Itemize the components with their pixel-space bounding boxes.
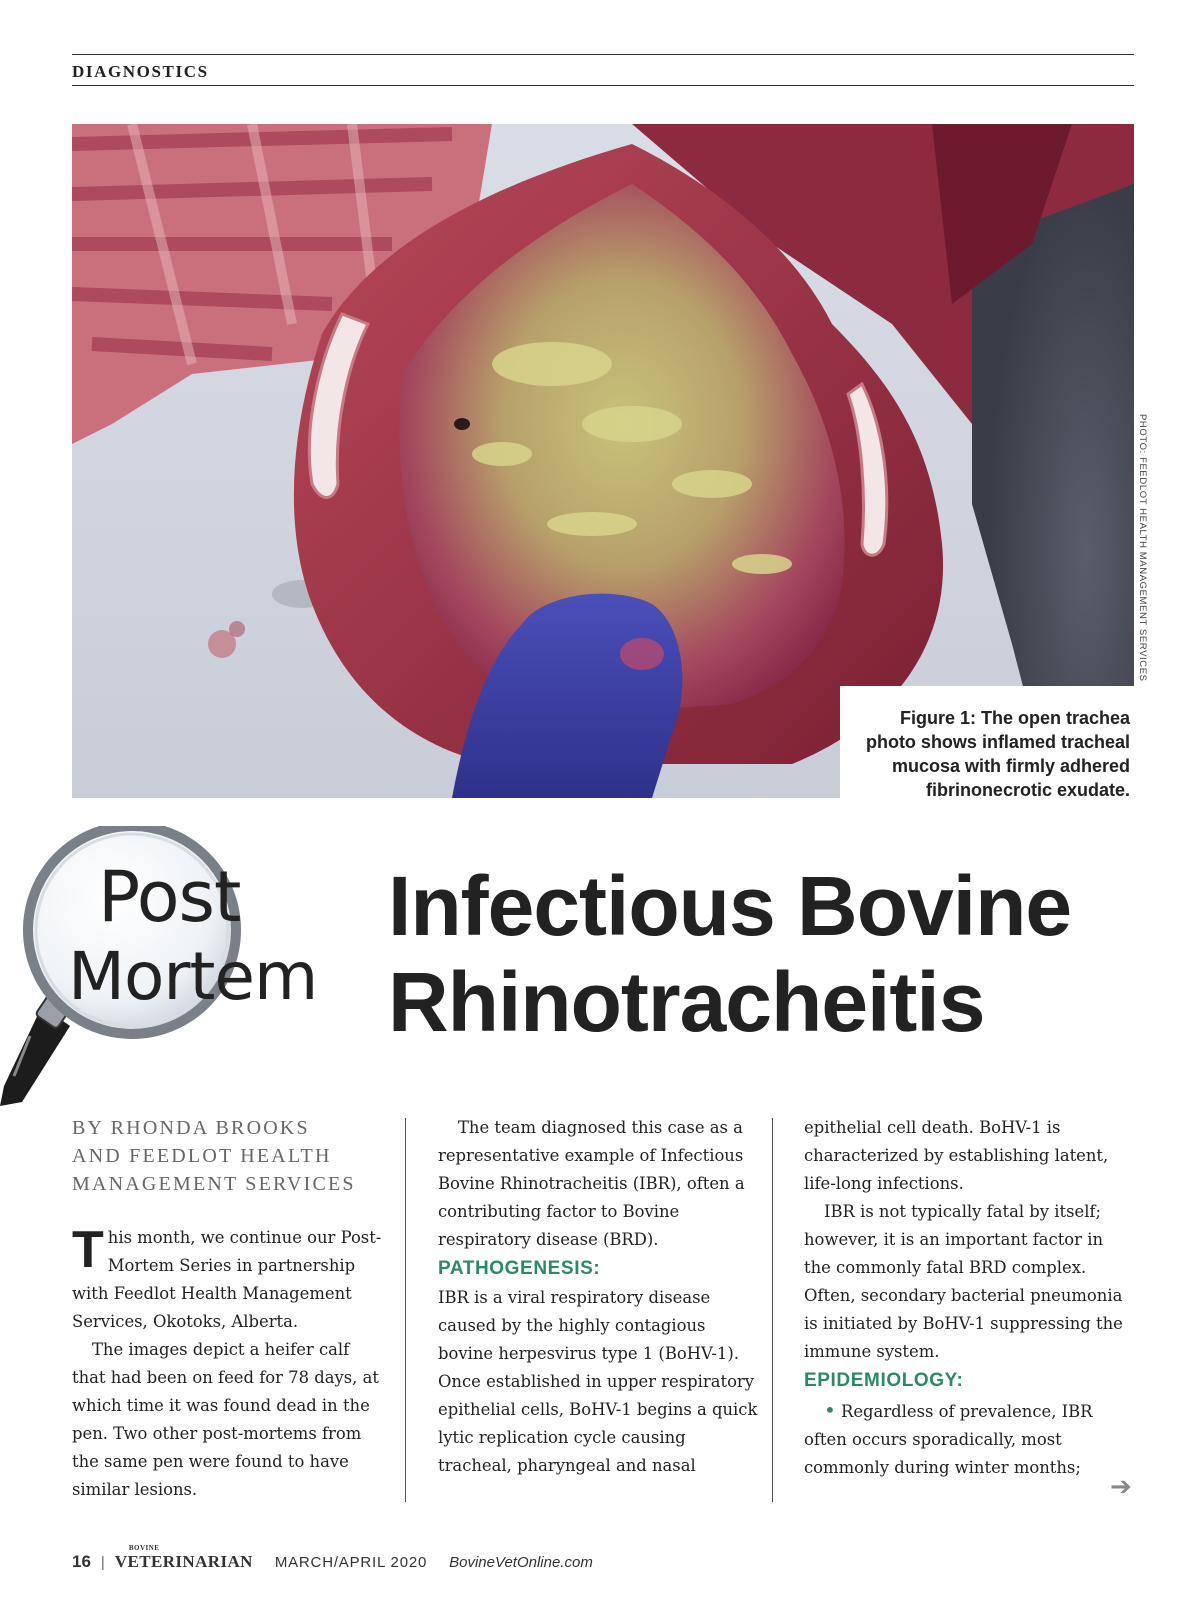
byline [72,1114,402,1198]
column-1-paragraph-2: The images depict a heifer calf that had been on feed for 78 days, at which time it was found dead in the pen. Two other post-mortems from the same pen were found to have similar lesions. [72,1340,379,1499]
page-footer [72,1544,593,1572]
publication-brand [114,1544,253,1571]
column-2-paragraph-1: The team diagnosed this case as a representative example of Infectious Bovine Rhinotracheitis (IBR), often a contributing factor to Bovine respiratory disease (BRD). [438,1118,745,1249]
article-column-2 [438,1114,764,1480]
figure-caption: Figure 1: The open trachea photo shows inflamed tracheal mucosa with firmly adhered fibrinonecrotic exudate. [865,708,1130,800]
byline-line-1: BY RHONDA BROOKS [72,1117,310,1139]
page-number: 16 [72,1552,91,1571]
section-label: DIAGNOSTICS [72,62,209,81]
continue-arrow-icon: ➔ [1110,1472,1132,1502]
column-3-paragraph-1: epithelial cell death. BoHV-1 is characterized by establishing latent, life-long infections. [804,1118,1109,1193]
article-column-1 [72,1221,386,1504]
headline-line-1: Infectious Bovine [388,859,1072,953]
column-2-paragraph-2: IBR is a viral respiratory disease caused by the highly contagious bovine herpesvirus type 1 (BoHV-1). Once established in upper respiratory epithelial cells, BoHV-1 begins a quick lytic replication cycle causing tracheal, pharyngeal and nasal [438,1288,758,1475]
brand-name: VETERINARIAN [114,1552,253,1571]
subhead-pathogenesis: PATHOGENESIS: [438,1258,601,1279]
website-link[interactable]: BovineVetOnline.com [449,1554,593,1571]
column-3-paragraph-2: IBR is not typically fatal by itself; however, it is an important factor in the commonly fatal BRD complex. Often, secondary bacterial pneumonia is initiated by BoHV-1 suppressing the immune system. [804,1202,1123,1361]
issue-date: MARCH/APRIL 2020 [274,1554,428,1571]
brand-small: BOVINE [128,1544,160,1552]
subhead-epidemiology: EPIDEMIOLOGY: [804,1370,964,1391]
column-1-paragraph-1 [72,1221,386,1336]
column-3-bullet-text: Regardless of prevalence, IBR often occurs sporadically, most commonly during winter months; [804,1402,1093,1477]
figure-caption-box [840,686,1134,798]
header-top-rule [72,54,1134,55]
footer-separator: | [100,1554,105,1571]
header-bottom-rule [72,85,1134,86]
column-divider-1 [405,1118,406,1502]
column-3-bullet [804,1396,1134,1482]
column-divider-2 [772,1118,773,1502]
photo-credit: PHOTO: FEEDLOT HEALTH MANAGEMENT SERVICES [1137,414,1148,682]
article-headline [388,858,1148,1050]
article-column-3 [804,1114,1134,1482]
logo-word-mortem: Mortem [68,938,318,1015]
headline-line-2: Rhinotracheitis [388,955,985,1049]
post-mortem-logo [0,826,340,1106]
logo-word-post: Post [98,856,241,938]
byline-line-3: MANAGEMENT SERVICES [72,1173,356,1195]
bullet-icon: • [824,1398,836,1422]
column-1-paragraph-1-text: his month, we continue our Post-Mortem Series in partnership with Feedlot Health Management Services, Okotoks, Alberta. [72,1228,382,1331]
byline-line-2: AND FEEDLOT HEALTH [72,1145,332,1167]
drop-cap: T [72,1221,104,1279]
